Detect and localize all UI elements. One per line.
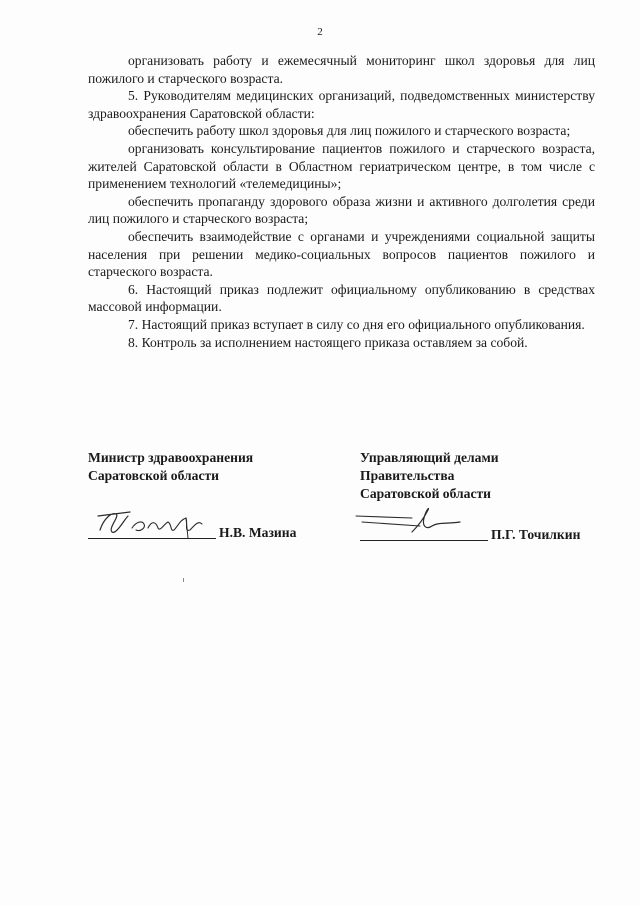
paragraph-item: 8. Контроль за исполнением настоящего приказа оставляем за собой.: [128, 334, 528, 350]
signatory-name-left: Н.В. Мазина: [219, 525, 297, 540]
paragraph-item: организовать работу и ежемесячный мониторинг школ здоровья для лиц пожилого и старческого возраста.: [88, 53, 595, 86]
paragraph-item: 5. Руководителям медицинских организаций, подведомственных министерству здравоохранения Саратовской области:: [88, 88, 595, 121]
paragraph-item: организовать консультирование пациентов пожилого и старческого возраста, жителей Саратовской области в Областном гериатрическом центре, в том числе с применением технологий «телемедицины»;: [88, 140, 595, 192]
signatory-title-line: Министр здравоохранения: [88, 450, 254, 465]
handwritten-signature-tochilkin: [352, 504, 482, 538]
signatory-title-line: Саратовской области: [360, 486, 492, 501]
signatory-title-line: Управляющий делами: [360, 450, 499, 465]
paragraph-item: обеспечить пропаганду здорового образа жизни и активного долголетия среди лиц пожилого и старческого возраста;: [88, 193, 595, 227]
paragraph-item: обеспечить работу школ здоровья для лиц пожилого и старческого возраста;: [128, 123, 571, 139]
signature-line-left: [88, 538, 216, 539]
handwritten-signature-mazina: [90, 502, 220, 542]
stray-mark: [183, 578, 184, 582]
paragraph-item: обеспечить взаимодействие с органами и учреждениями социальной защиты населения при решении медико-социальных вопросов пациентов пожилого и старческого возраста.: [88, 228, 595, 280]
paragraph-item: 6. Настоящий приказ подлежит официальному опубликованию в средствах массовой информации.: [88, 281, 595, 315]
signature-line-right: [360, 540, 488, 541]
signature-block-minister: [88, 449, 318, 485]
document-body: [88, 52, 595, 351]
signatory-name-right: П.Г. Точилкин: [491, 527, 581, 542]
page-number: 2: [317, 26, 323, 38]
paragraph-item: 7. Настоящий приказ вступает в силу со дня его официального опубликования.: [128, 316, 585, 332]
signature-block-administrator: [360, 449, 600, 503]
signatory-title-line: Саратовской области: [88, 468, 220, 483]
signatory-title-line: Правительства: [360, 468, 455, 483]
